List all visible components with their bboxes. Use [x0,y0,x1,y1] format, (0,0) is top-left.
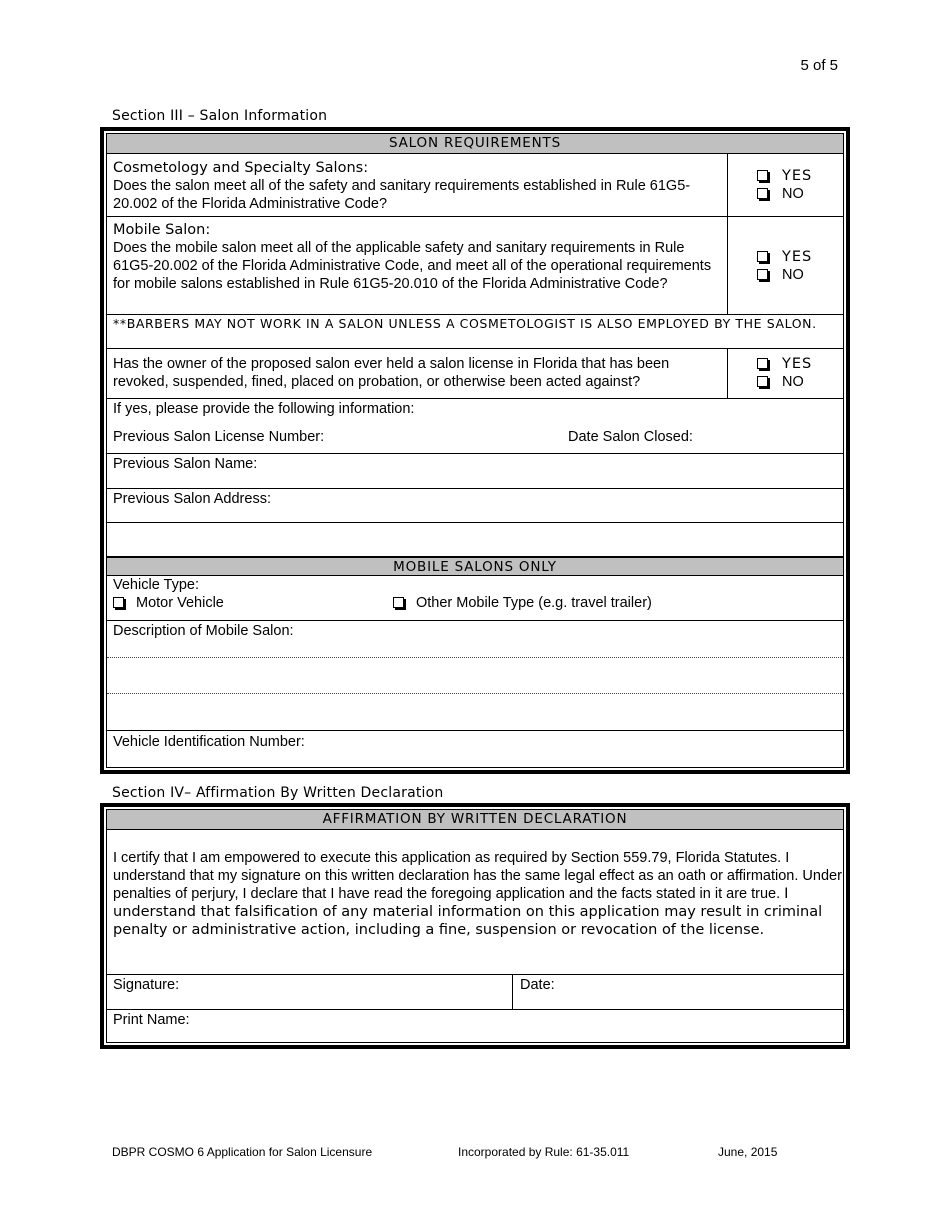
section-4-box [100,803,850,1049]
checkbox-icon[interactable] [393,597,404,608]
date-label: Date: [520,977,555,993]
signature-date-row [107,975,843,1010]
q3-row [107,349,843,399]
section-3-inner [106,133,844,768]
print-name-field[interactable] [107,1010,843,1044]
q2-text: Does the mobile salon meet all of the applicable safety and sanitary requirements in Rule 61G5-20.002 of the Florida Administrative Code, and meet all of the operational requirements for mobile salons established in Rule 61G5-20.010 of the Florida Administrative Code? [113,240,712,292]
checkbox-icon[interactable] [757,269,768,280]
q1-text: Does the salon meet all of the safety and sanitary requirements established in Rule 61G5-20.002 of the Florida Administrative Code? [113,178,691,212]
q3-yes-option[interactable]: YES [757,355,812,373]
checkbox-icon[interactable] [757,251,768,262]
divider [727,154,728,216]
q3-text: Has the owner of the proposed salon ever held a salon license in Florida that has been revoked, suspended, fined, placed on probation, or otherwise been acted against? [113,356,670,390]
section-3-title: Section III – Salon Information [112,108,328,124]
divider [727,217,728,314]
checkbox-icon[interactable] [757,188,768,199]
print-name-label: Print Name: [113,1012,190,1028]
q2-row [107,217,843,315]
date-closed-label: Date Salon Closed: [568,429,693,445]
previous-name-field[interactable] [107,454,843,489]
previous-license-row[interactable] [107,399,843,454]
vehicle-type-label: Vehicle Type: [113,577,199,593]
previous-name-label: Previous Salon Name: [113,456,258,472]
previous-address-line-2[interactable] [107,523,843,557]
q1-heading: Cosmetology and Specialty Salons: [113,160,369,176]
vehicle-type-row [107,576,843,621]
description-field[interactable] [107,621,843,731]
if-yes-instruction: If yes, please provide the following information: [113,401,415,417]
checkbox-icon[interactable] [757,376,768,387]
q2-yes-option[interactable]: YES [757,248,812,266]
dotted-line [107,657,843,658]
affirmation-text: I certify that I am empowered to execute this application as required by Section 559.79, Florida Statutes. I understand that my signature on this written declaration has the same legal effect as an oath or affirmation. Under penalties of perjury, I declare that I have read the foregoing application and the facts stated in it are true. I understand that falsification of any material information on this application may result in criminal penalty or administrative action, including a fine, suspension or revocation of the license. [113,850,842,938]
checkbox-icon[interactable] [113,597,124,608]
q1-yes-option[interactable]: YES [757,167,812,185]
motor-vehicle-option[interactable]: Motor Vehicle [113,594,224,612]
q1-row [107,154,843,217]
section-4-inner [106,809,844,1043]
previous-address-field[interactable] [107,489,843,523]
barbers-notice-row [107,315,843,349]
section-4-title: Section IV– Affirmation By Written Declaration [112,785,444,801]
other-mobile-option[interactable]: Other Mobile Type (e.g. travel trailer) [393,594,652,612]
barbers-notice: **BARBERS MAY NOT WORK IN A SALON UNLESS A COSMETOLOGIST IS ALSO EMPLOYED BY THE SALON. [113,316,817,331]
affirmation-header: AFFIRMATION BY WRITTEN DECLARATION [107,810,843,830]
vin-label: Vehicle Identification Number: [113,734,305,750]
q3-no-option[interactable]: NO [757,373,812,391]
dotted-line [107,693,843,694]
vin-field[interactable] [107,731,843,766]
salon-requirements-header: SALON REQUIREMENTS [107,134,843,154]
section-3-box [100,127,850,774]
q2-no-option[interactable]: NO [757,266,812,284]
previous-license-label: Previous Salon License Number: [113,429,325,445]
divider [512,975,513,1009]
affirmation-text-row [107,830,843,975]
checkbox-icon[interactable] [757,358,768,369]
divider [727,349,728,398]
q2-heading: Mobile Salon: [113,222,211,238]
previous-address-label: Previous Salon Address: [113,491,271,507]
mobile-salons-header: MOBILE SALONS ONLY [107,557,843,576]
q1-no-option[interactable]: NO [757,185,812,203]
checkbox-icon[interactable] [757,170,768,181]
footer-form-name: DBPR COSMO 6 Application for Salon Licensure [112,1145,373,1159]
footer-date: June, 2015 [718,1145,778,1159]
description-label: Description of Mobile Salon: [113,623,294,639]
page-number: 5 of 5 [800,57,838,74]
signature-label: Signature: [113,977,180,993]
footer-rule: Incorporated by Rule: 61-35.011 [458,1145,630,1159]
